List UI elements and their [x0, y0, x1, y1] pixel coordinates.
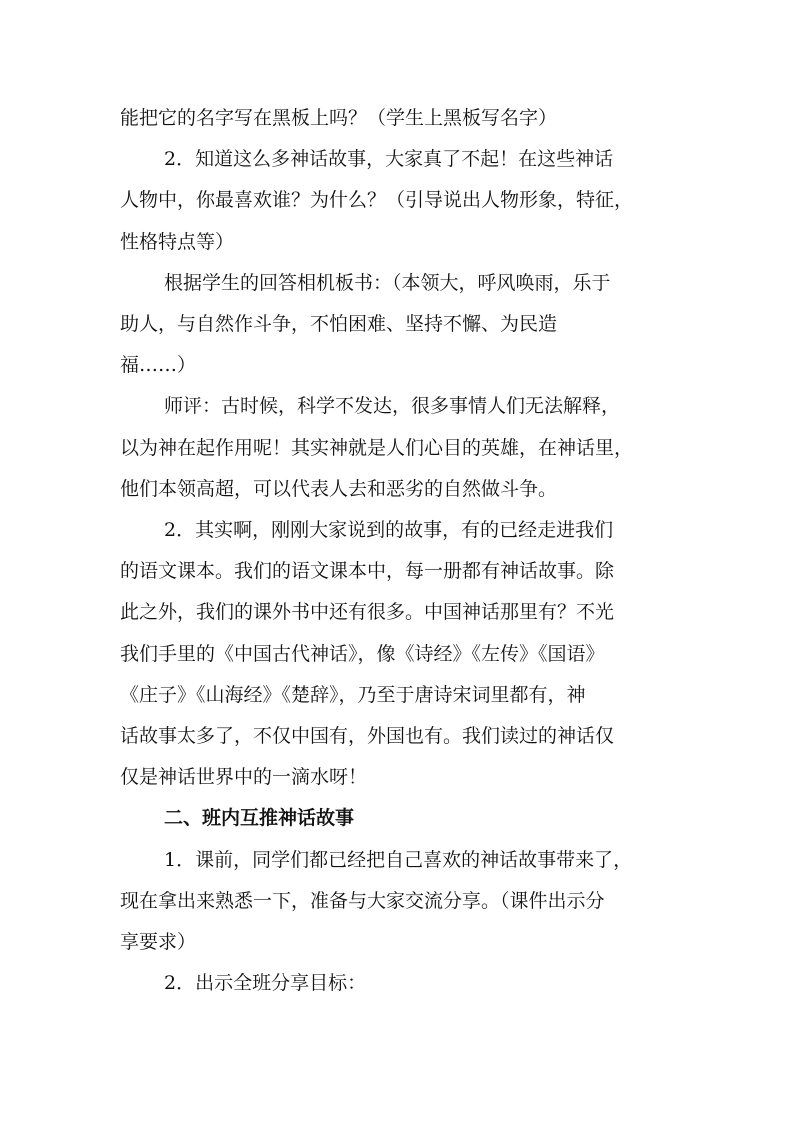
text-line: 他们本领高超，可以代表人去和恶劣的自然做斗争。	[120, 477, 558, 500]
text-line: 根据学生的回答相机板书：（本领大，呼风唤雨，乐于	[164, 271, 611, 294]
text-line: 2．出示全班分享目标：	[164, 972, 367, 995]
text-line: 性格特点等）	[120, 230, 235, 253]
text-line: 福……）	[120, 354, 197, 377]
paragraph	[120, 139, 680, 263]
text-line: 2．知道这么多神话故事，大家真了不起！在这些神话	[164, 148, 614, 171]
paragraph	[120, 386, 680, 510]
paragraph	[120, 963, 680, 1004]
text-line: 话故事太多了，不仅中国有，外国也有。我们读过的神话仅	[120, 725, 615, 748]
text-line: 师评：古时候，科学不发达，很多事情人们无法解释，	[164, 395, 621, 418]
paragraph	[120, 98, 680, 139]
text-line: 助人，与自然作斗争，不怕困难、坚持不懈、为民造	[120, 313, 558, 336]
paragraph	[120, 840, 680, 964]
text-line: 的语文课本。我们的语文课本中，每一册都有神话故事。除	[120, 560, 615, 583]
document-body	[120, 98, 680, 1004]
text-line: 能把它的名字写在黑板上吗？（学生上黑板写名字）	[120, 107, 558, 129]
section-heading: 二、班内互推神话故事	[164, 807, 355, 830]
text-line: 1．课前，同学们都已经把自己喜欢的神话故事带来了，	[164, 848, 633, 871]
text-line: 此之外，我们的课外书中还有很多。中国神话那里有？不光	[120, 601, 615, 624]
text-line: 享要求）	[120, 931, 197, 954]
text-line: 《庄子》《山海经》《楚辞》，乃至于唐诗宋词里都有，神	[120, 683, 586, 706]
text-line: 以为神在起作用呢！其实神就是人们心目的英雄，在神话里，	[120, 436, 634, 459]
text-line: 仅是神话世界中的一滴水呀！	[120, 766, 368, 789]
text-line: 现在拿出来熟悉一下，准备与大家交流分享。（课件出示分	[120, 889, 605, 912]
text-line: 人物中，你最喜欢谁？为什么？（引导说出人物形象，特征，	[120, 189, 634, 212]
text-line: 我们手里的《中国古代神话》，像《诗经》《左传》《国语》	[120, 642, 605, 665]
text-line: 2．其实啊，刚刚大家说到的故事，有的已经走进我们	[164, 519, 614, 542]
paragraph	[120, 263, 680, 387]
paragraph	[120, 510, 680, 798]
